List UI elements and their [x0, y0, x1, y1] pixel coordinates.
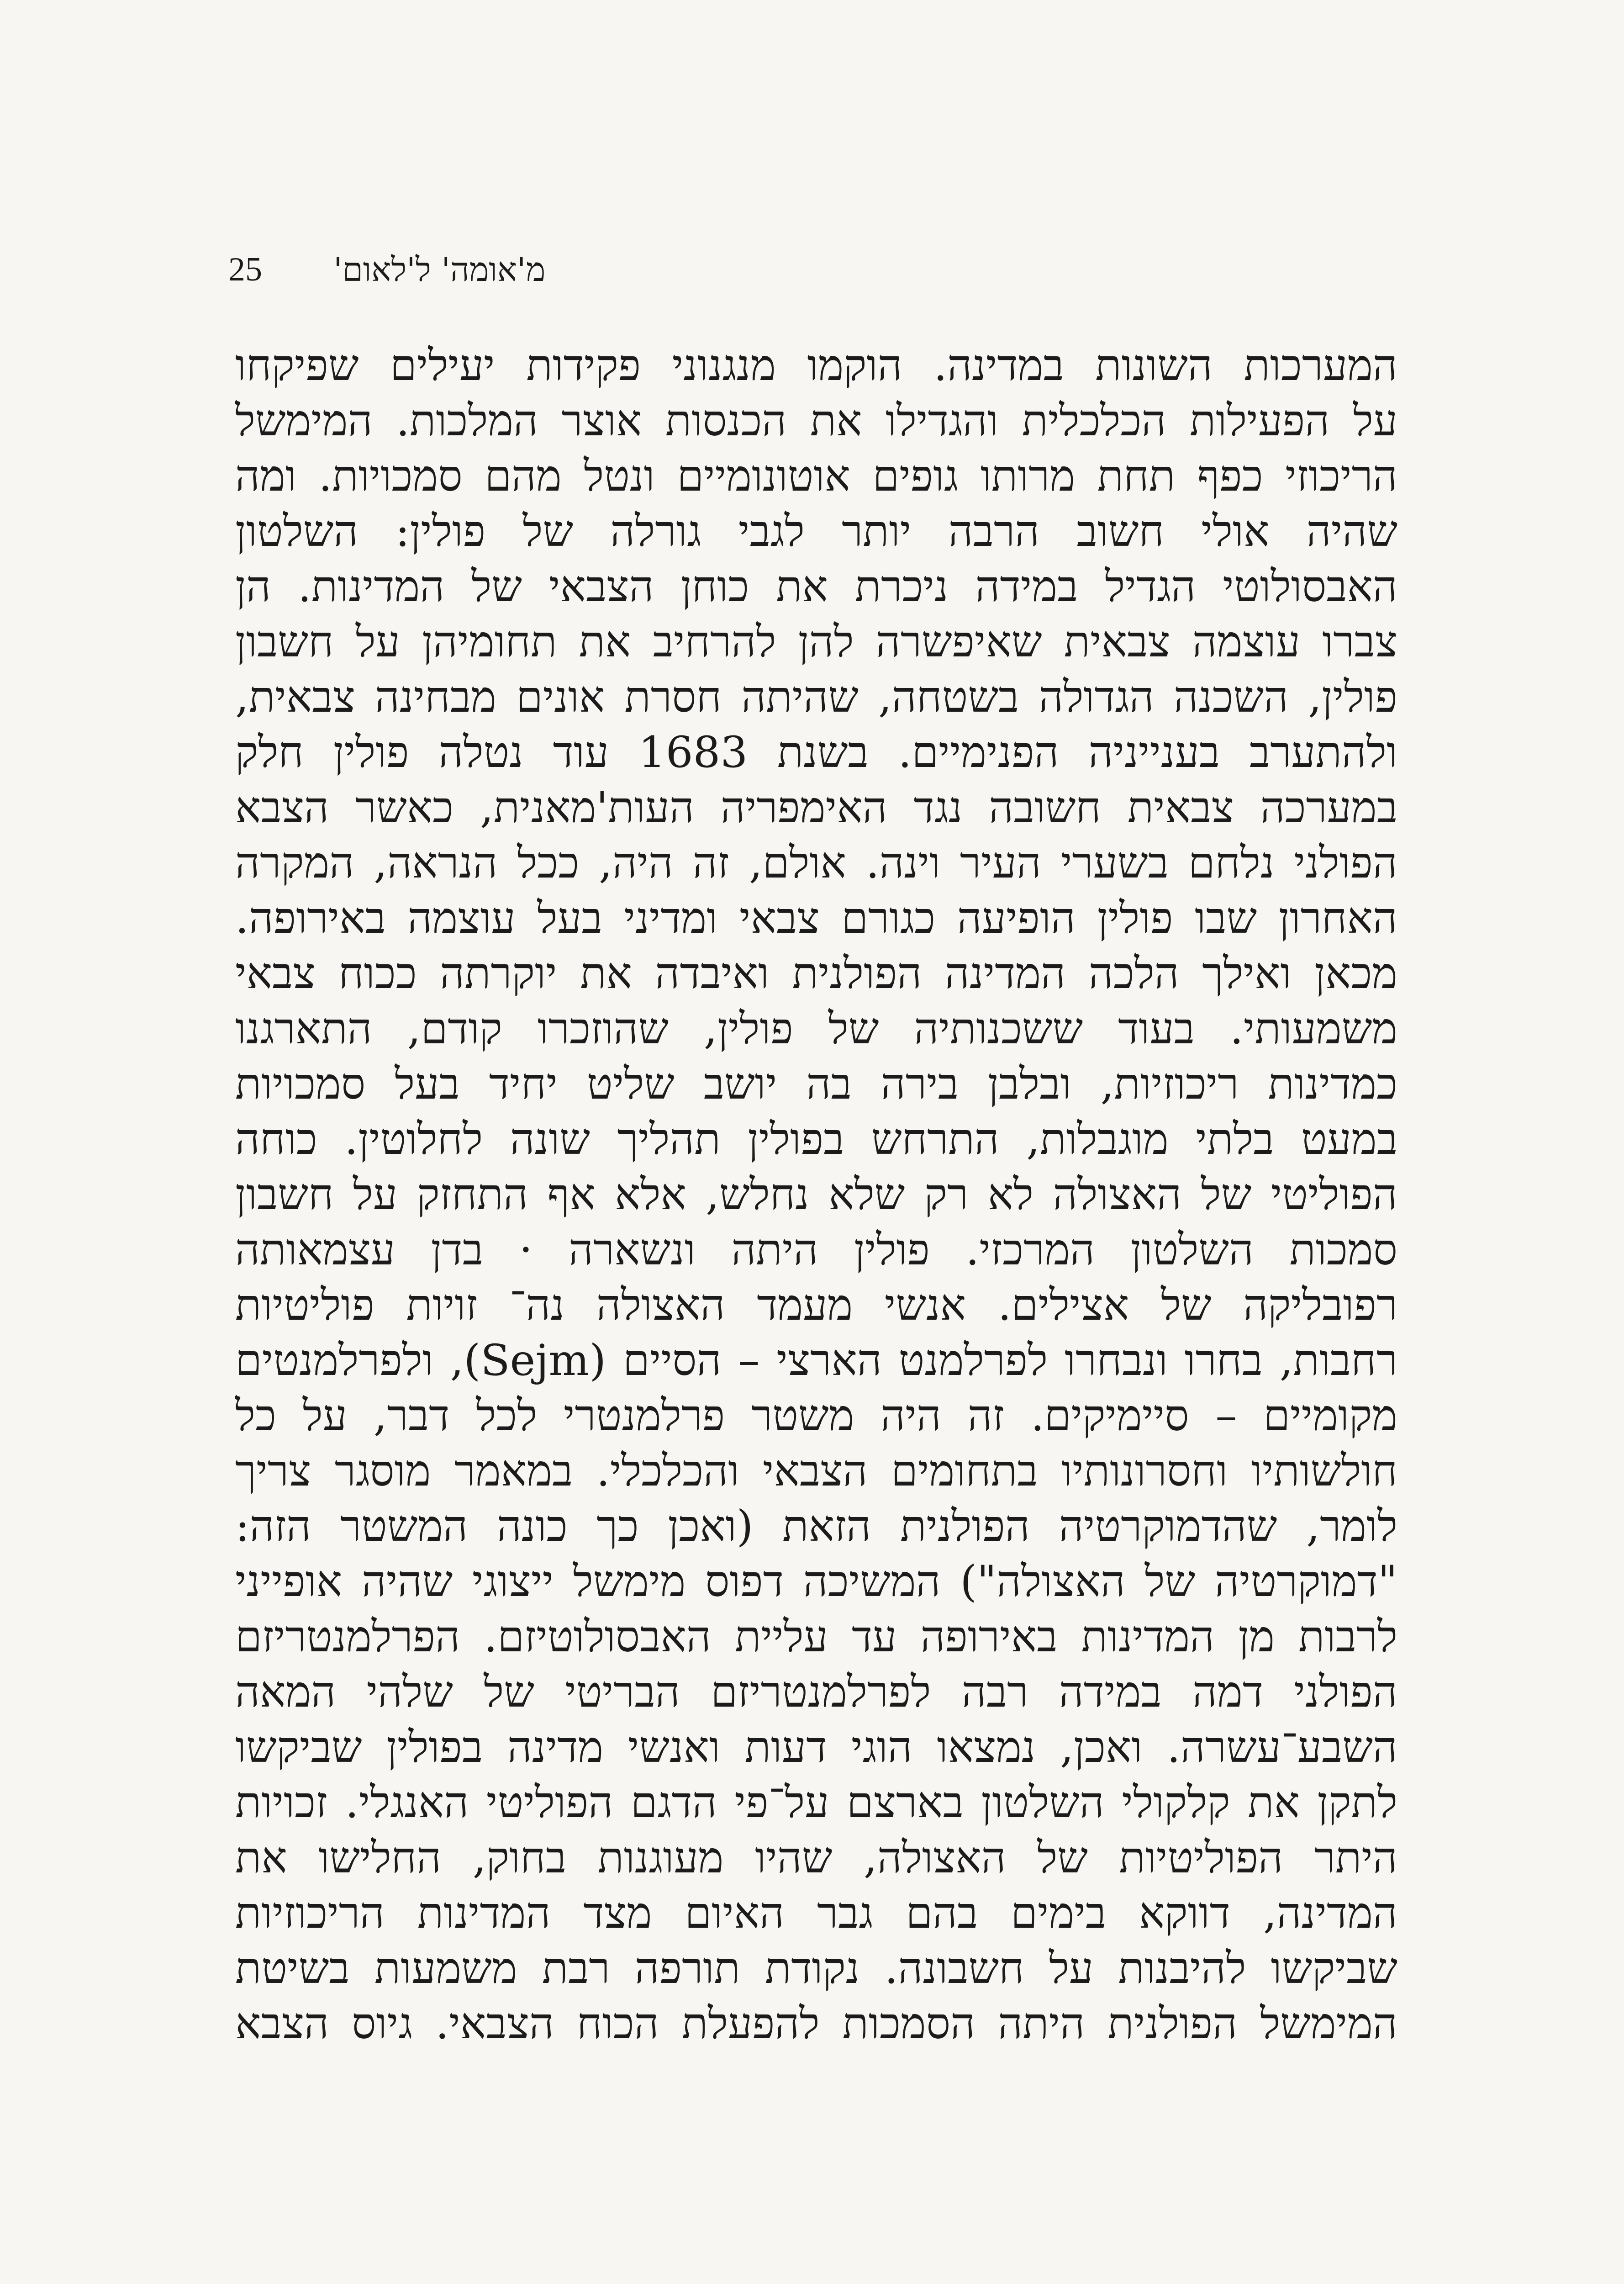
text-line: המערכות השונות במדינה. הוקמו מנגנוני פקידות יעילים שפיקחו	[235, 341, 1397, 391]
page-number: 25	[228, 251, 262, 288]
text-line: חולשותיו וחסרונותיו בתחומים הצבאי והכלכלי. במאמר מוסגר צריך	[235, 1446, 1397, 1496]
running-head	[228, 238, 1397, 301]
text-line: לתקן את קלקולי השלטון בארצם על־פי הדגם הפוליטי האנגלי. זכויות	[235, 1778, 1397, 1828]
text-line: היתר הפוליטיות של האצולה, שהיו מעוגנות בחוק, החלישו את	[235, 1833, 1397, 1883]
text-line: "דמוקרטיה של האצולה") המשיכה דפוס מימשל ייצוגי שהיה אופייני	[235, 1557, 1397, 1607]
text-line: משמעותי. בעוד ששכנותיה של פולין, שהוזכרו קודם, התארגנו	[235, 1004, 1397, 1054]
text-line: הריכוזי כפף תחת מרותו גופים אוטונומיים ונטל מהם סמכויות. ומה	[235, 451, 1397, 501]
text-line: האחרון שבו פולין הופיעה כגורם צבאי ומדיני בעל עוצמה באירופה.	[235, 894, 1397, 943]
text-line: ולהתערב בענייניה הפנימיים. בשנת 1683 עוד נטלה פולין חלק	[235, 728, 1397, 777]
text-line: סמכות השלטון המרכזי. פולין היתה ונשארה · בדן עצמאותה	[235, 1225, 1397, 1275]
text-line: המדינה, דווקא בימים בהם גבר האיום מצד המדינות הריכוזיות	[235, 1888, 1397, 1938]
text-line: רפובליקה של אצילים. אנשי מעמד האצולה נה־ זויות פוליטיות	[235, 1280, 1397, 1330]
text-line: הפולני נלחם בשערי העיר וינה. אולם, זה היה, ככל הנראה, המקרה	[235, 838, 1397, 888]
text-line: צברו עוצמה צבאית שאיפשרה להן להרחיב את תחומיהן על חשבון	[235, 617, 1397, 667]
body-text	[235, 338, 1397, 2279]
running-title: מ'אומה' ל'לאום'	[333, 250, 546, 289]
text-line: לרבות מן המדינות באירופה עד עליית האבסולוטיזם. הפרלמנטריזם	[235, 1612, 1397, 1662]
text-line: במעט בלתי מוגבלות, התרחש בפולין תהליך שונה לחלוטין. כוחה	[235, 1115, 1397, 1164]
text-line: השבע־עשרה. ואכן, נמצאו הוגי דעות ואנשי מדינה בפולין שביקשו	[235, 1723, 1397, 1772]
text-line: במערכה צבאית חשובה נגד האימפריה העות'מאנית, כאשר הצבא	[235, 783, 1397, 833]
text-line: על הפעילות הכלכלית והגדילו את הכנסות אוצר המלכות. המימשל	[235, 396, 1397, 446]
text-line: הפולני דמה במידה רבה לפרלמנטריזם הבריטי של שלהי המאה	[235, 1667, 1397, 1717]
text-line: כמדינות ריכוזיות, ובלבן בירה בה יושב שליט יחיד בעל סמכויות	[235, 1059, 1397, 1109]
text-line: מכאן ואילך הלכה המדינה הפולנית ואיבדה את יוקרתה ככוח צבאי	[235, 949, 1397, 999]
text-line: האבסולוטי הגדיל במידה ניכרת את כוחן הצבאי של המדינות. הן	[235, 562, 1397, 612]
text-line: מקומיים – סיימיקים. זה היה משטר פרלמנטרי לכל דבר, על כל	[235, 1391, 1397, 1441]
text-line: הפוליטי של האצולה לא רק שלא נחלש, אלא אף התחזק על חשבון	[235, 1170, 1397, 1220]
text-line: רחבות, בחרו ונבחרו לפרלמנט הארצי – הסיים (Sejm), ולפרלמנטים	[235, 1336, 1397, 1385]
text-line: פולין, השכנה הגדולה בשטחה, שהיתה חסרת אונים מבחינה צבאית,	[235, 672, 1397, 722]
text-line: שביקשו להיבנות על חשבונה. נקודת תורפה רבת משמעות בשיטת	[235, 1944, 1397, 1993]
text-line: לומר, שהדמוקרטיה הפולנית הזאת (ואכן כך כונה המשטר הזה:	[235, 1502, 1397, 1551]
text-line: המימשל הפולנית היתה הסמכות להפעלת הכוח הצבאי. גיוס הצבא	[235, 1999, 1397, 2049]
text-line: שהיה אולי חשוב הרבה יותר לגבי גורלה של פולין: השלטון	[235, 507, 1397, 556]
